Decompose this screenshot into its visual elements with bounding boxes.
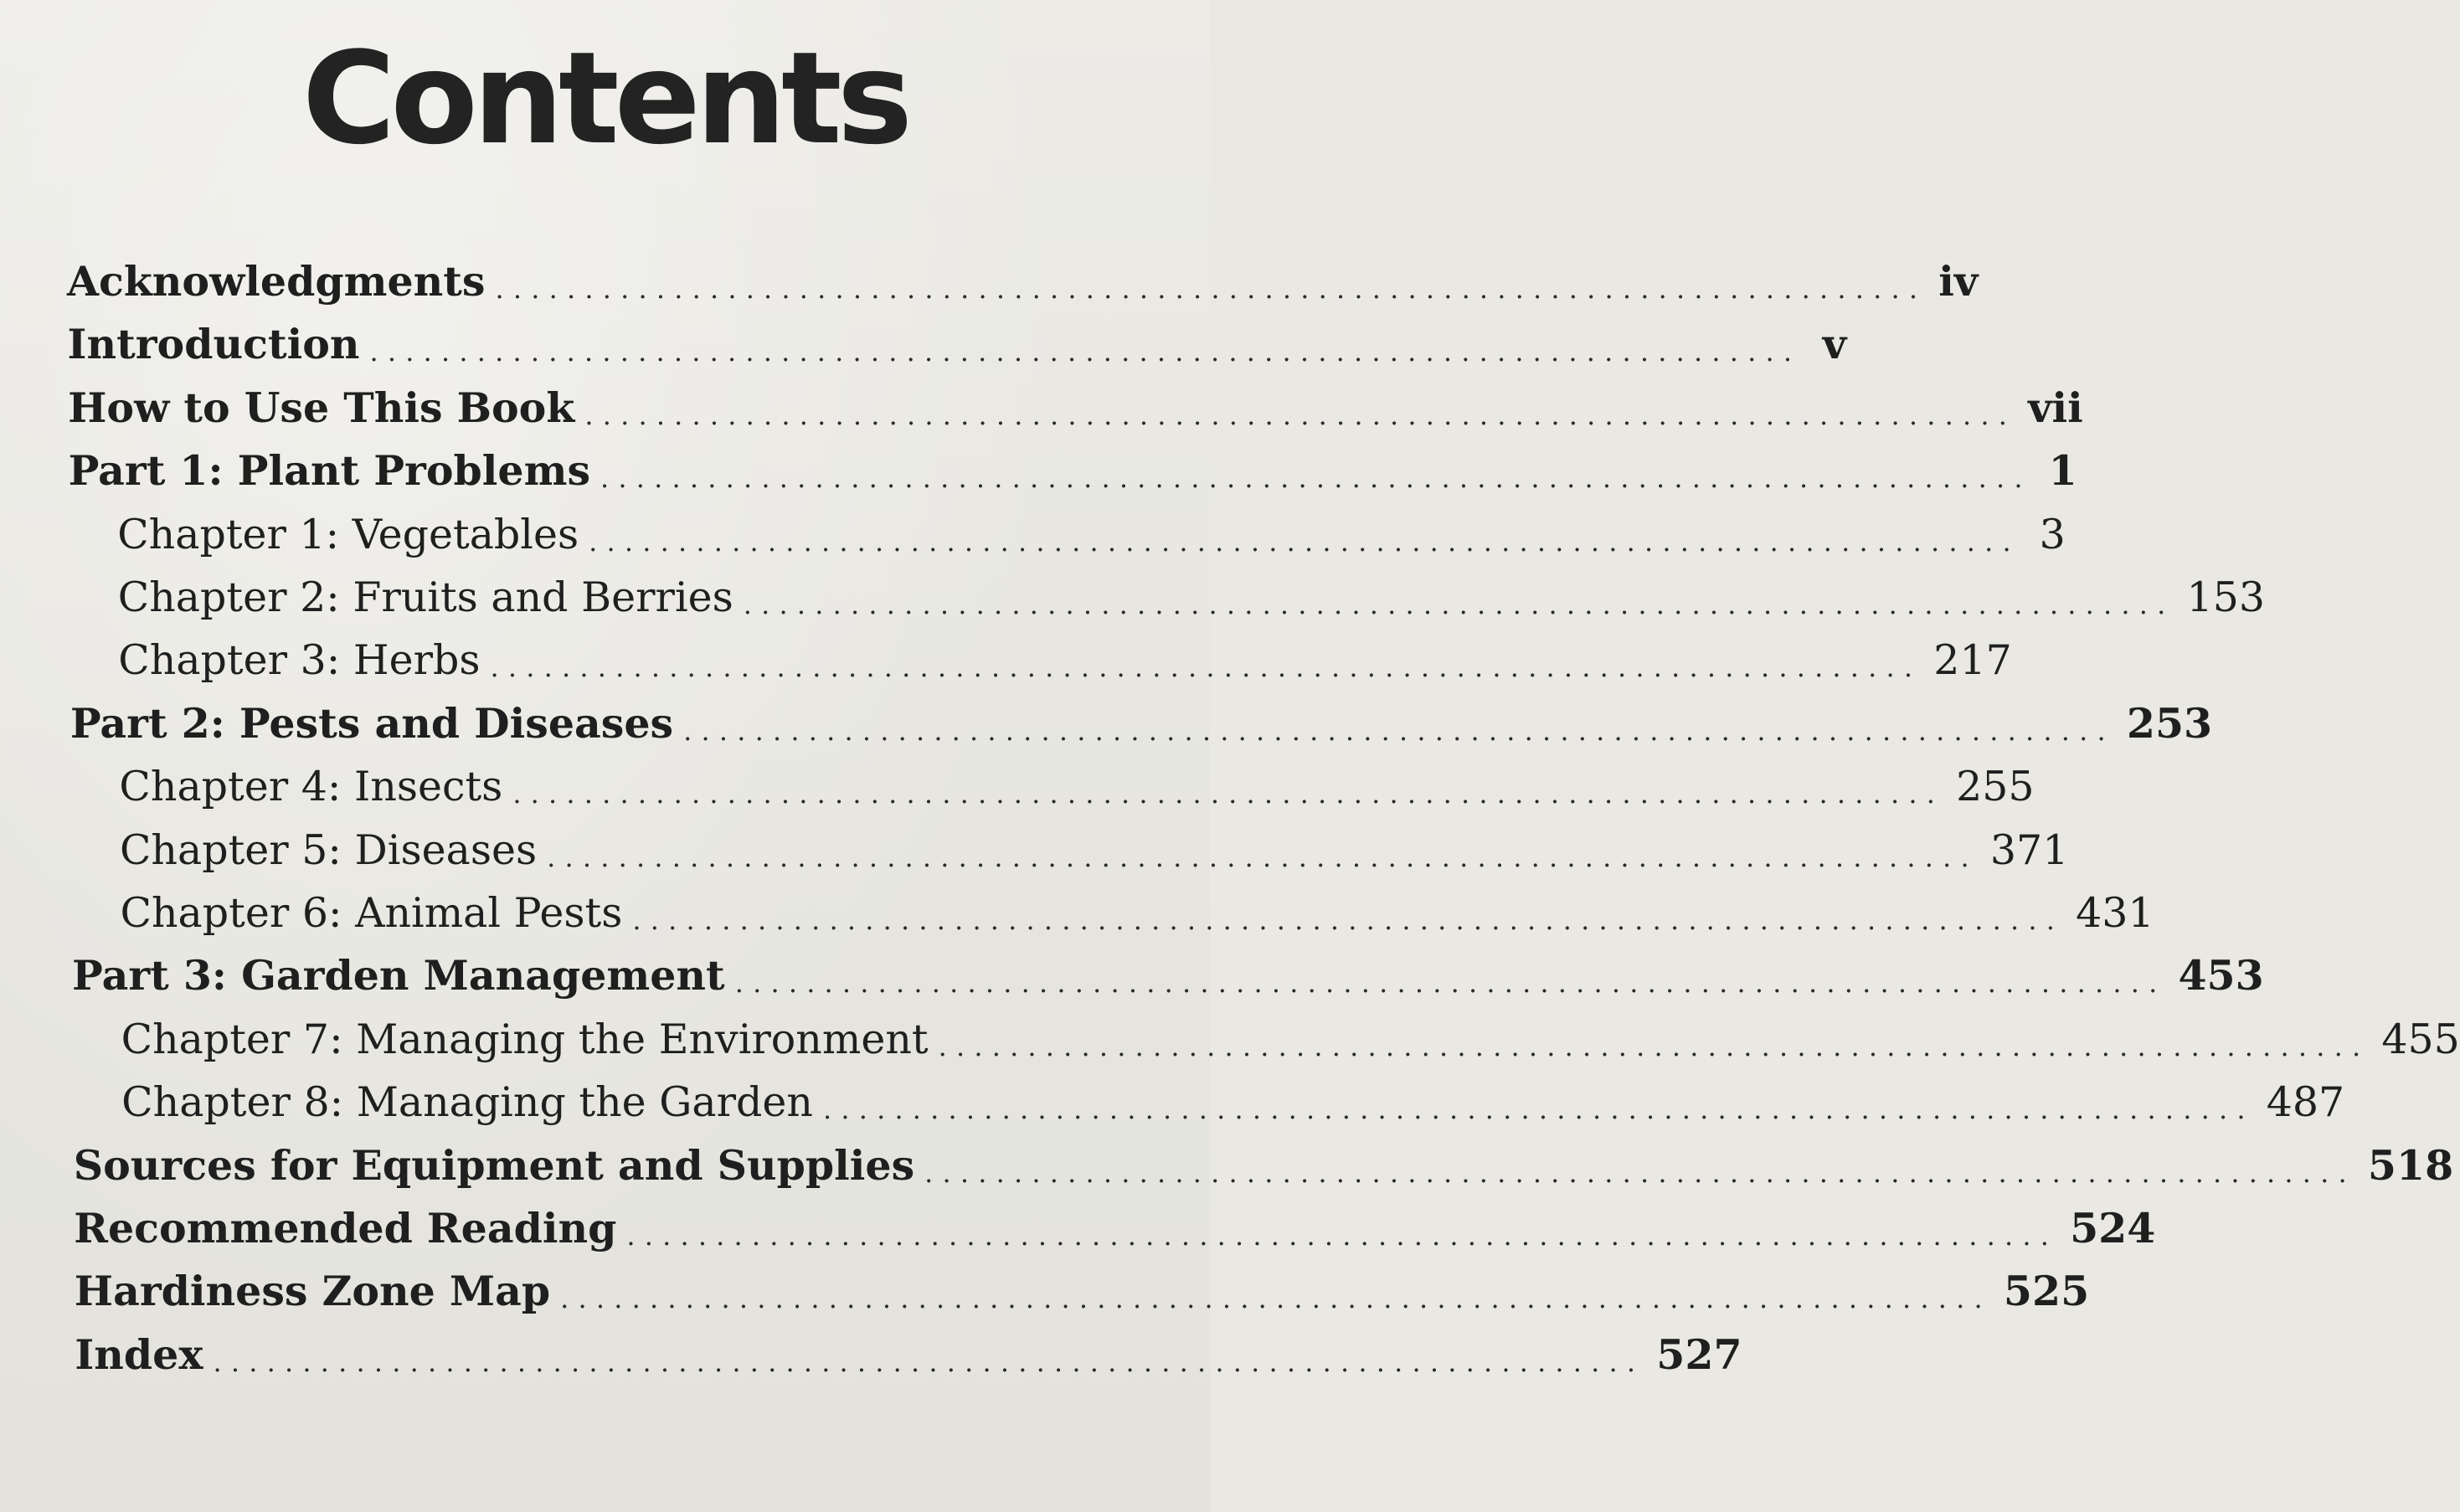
dot-leader: ................................................................................ bbox=[213, 1345, 1645, 1378]
toc-entry-label: Sources for Equipment and Supplies bbox=[73, 1140, 915, 1190]
toc-page-number: 371 bbox=[1989, 825, 2069, 874]
toc-section-entry bbox=[68, 438, 2077, 496]
toc-page-number: v bbox=[1822, 320, 1847, 369]
dot-leader: ................................................................................ bbox=[683, 714, 2115, 747]
toc-entry-label: Chapter 5: Diseases bbox=[119, 825, 538, 874]
toc-entry-label: Chapter 6: Animal Pests bbox=[120, 889, 623, 937]
dot-leader: ................................................................................ bbox=[490, 651, 1922, 684]
toc-page-number: 253 bbox=[2126, 698, 2213, 748]
toc-entry-label: How to Use This Book bbox=[68, 383, 575, 432]
dot-leader: ................................................................................ bbox=[560, 1283, 1992, 1315]
dot-leader: ................................................................................ bbox=[547, 841, 1979, 873]
toc-page-number: 527 bbox=[1656, 1329, 1742, 1379]
toc-entry-label: Chapter 2: Fruits and Berries bbox=[117, 573, 733, 621]
toc-entry-label: Part 1: Plant Problems bbox=[68, 446, 591, 496]
toc-entry-label: Part 2: Pests and Diseases bbox=[69, 698, 674, 748]
toc-section-entry bbox=[75, 1322, 1742, 1379]
dot-leader: ................................................................................ bbox=[369, 336, 1802, 368]
toc-page-number: 518 bbox=[2367, 1140, 2454, 1190]
toc-section-entry bbox=[74, 1196, 2156, 1252]
toc-page-number: 524 bbox=[2070, 1204, 2156, 1252]
dot-leader: ................................................................................ bbox=[512, 778, 1945, 810]
toc-page-number: 1 bbox=[2048, 446, 2077, 496]
toc-section-entry bbox=[72, 943, 2264, 1000]
dot-leader: ................................................................................ bbox=[734, 967, 2167, 1000]
dot-leader: ................................................................................ bbox=[743, 589, 2175, 620]
toc-entry-label: Chapter 8: Managing the Garden bbox=[121, 1078, 813, 1127]
dot-leader: ................................................................................ bbox=[584, 399, 2017, 431]
toc-page-number: 255 bbox=[1956, 763, 2035, 811]
toc-section-entry bbox=[67, 311, 1847, 369]
toc-entry-label: Chapter 7: Managing the Environment bbox=[121, 1015, 929, 1063]
toc-entry-label: Chapter 1: Vegetables bbox=[117, 510, 579, 558]
toc-chapter-entry bbox=[121, 1069, 2345, 1127]
toc-section-entry bbox=[69, 691, 2213, 748]
dot-leader: ................................................................................ bbox=[495, 273, 1927, 305]
toc-entry-label: Hardiness Zone Map bbox=[74, 1267, 551, 1316]
toc-chapter-entry bbox=[119, 817, 2069, 874]
toc-section-entry bbox=[74, 1258, 2090, 1316]
toc-chapter-entry bbox=[119, 753, 2035, 811]
toc-section-entry bbox=[68, 375, 2083, 432]
toc-page-number: vii bbox=[2028, 383, 2083, 432]
dot-leader: ................................................................................ bbox=[822, 1093, 2255, 1126]
toc-page-number: 153 bbox=[2186, 573, 2266, 621]
toc-page-number: iv bbox=[1938, 257, 1979, 306]
dot-leader: ................................................................................ bbox=[632, 904, 2065, 936]
toc-entry-label: Introduction bbox=[67, 320, 360, 369]
toc-chapter-entry bbox=[117, 501, 2066, 558]
page-title: Contents bbox=[301, 24, 908, 172]
toc-page-number: 431 bbox=[2076, 889, 2154, 937]
toc-chapter-entry bbox=[120, 880, 2154, 937]
toc-section-entry bbox=[73, 1133, 2454, 1190]
dot-leader: ................................................................................ bbox=[589, 525, 2020, 558]
dot-leader: ................................................................................ bbox=[938, 1030, 2370, 1062]
toc-section-entry bbox=[67, 249, 1979, 306]
toc-page-number: 455 bbox=[2381, 1015, 2460, 1063]
toc-page-number: 217 bbox=[1933, 636, 2012, 685]
toc-entry-label: Index bbox=[75, 1329, 203, 1379]
dot-leader: ................................................................................ bbox=[626, 1220, 2059, 1252]
toc-entry-label: Acknowledgments bbox=[67, 257, 486, 306]
toc-chapter-entry bbox=[118, 627, 2012, 685]
toc-entry-label: Recommended Reading bbox=[74, 1204, 617, 1252]
toc-page-number: 453 bbox=[2178, 951, 2264, 1000]
toc-chapter-entry bbox=[121, 1006, 2460, 1063]
toc-entry-label: Chapter 3: Herbs bbox=[118, 636, 481, 685]
toc-entry-label: Part 3: Garden Management bbox=[72, 951, 725, 1000]
toc-entry-label: Chapter 4: Insects bbox=[119, 763, 503, 811]
toc-page-number: 487 bbox=[2266, 1078, 2345, 1127]
toc-page-number: 525 bbox=[2003, 1267, 2090, 1316]
toc-page-number: 3 bbox=[2039, 510, 2066, 558]
dot-leader: ................................................................................ bbox=[600, 462, 2032, 495]
toc-chapter-entry bbox=[117, 564, 2266, 621]
dot-leader: ................................................................................ bbox=[924, 1156, 2356, 1189]
